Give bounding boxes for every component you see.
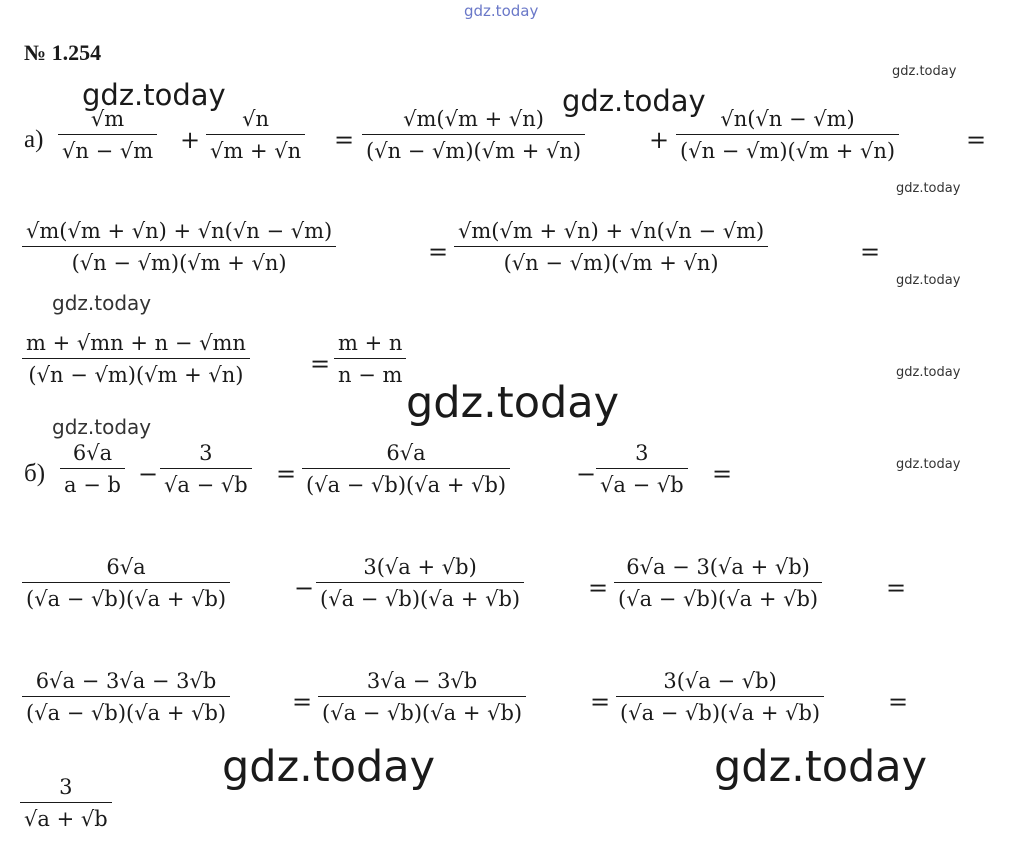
- numerator: 3(√a − √b): [663, 669, 777, 693]
- equals-sign: =: [334, 126, 355, 154]
- equals-sign: =: [310, 350, 331, 378]
- fraction: [22, 218, 336, 276]
- denominator: n − m: [334, 358, 406, 388]
- fraction: [614, 554, 822, 612]
- denominator: (√n − √m)(√m + √n): [22, 246, 336, 276]
- numerator: 3√a − 3√b: [366, 669, 478, 693]
- watermark-top: gdz.today: [464, 2, 539, 20]
- fraction: [20, 774, 112, 832]
- equals-sign: =: [888, 688, 909, 716]
- fraction: [454, 218, 768, 276]
- denominator: √m + √n: [206, 134, 305, 164]
- numerator: 6√a − 3(√a + √b): [626, 555, 810, 579]
- watermark: gdz.today: [52, 291, 152, 315]
- denominator: (√n − √m)(√m + √n): [676, 134, 899, 164]
- denominator: (√n − √m)(√m + √n): [362, 134, 585, 164]
- fraction: [616, 668, 824, 726]
- numerator: m + √mn + n − √mn: [26, 331, 246, 355]
- denominator: (√a − √b)(√a + √b): [22, 582, 230, 612]
- numerator: √m(√m + √n) + √n(√n − √m): [458, 219, 765, 243]
- equals-sign: =: [966, 126, 987, 154]
- watermark: gdz.today: [406, 378, 620, 428]
- denominator: √n − √m: [58, 134, 157, 164]
- fraction: [596, 440, 688, 498]
- watermark: gdz.today: [562, 84, 706, 118]
- fraction: [58, 106, 157, 164]
- equals-sign: =: [712, 460, 733, 488]
- plus-sign: +: [180, 126, 201, 154]
- denominator: (√a − √b)(√a + √b): [616, 696, 824, 726]
- denominator: (√a − √b)(√a + √b): [316, 582, 524, 612]
- fraction: [60, 440, 125, 498]
- numerator: 3: [635, 441, 649, 465]
- plus-sign: +: [649, 126, 670, 154]
- denominator: √a − √b: [160, 468, 252, 498]
- numerator: √m: [90, 107, 125, 131]
- fraction: [676, 106, 899, 164]
- numerator: 3: [59, 775, 73, 799]
- numerator: 6√a: [72, 441, 113, 465]
- denominator: (√n − √m)(√m + √n): [22, 358, 250, 388]
- fraction: [334, 330, 406, 388]
- numerator: m + n: [338, 331, 403, 355]
- numerator: √n: [242, 107, 270, 131]
- equals-sign: =: [276, 460, 297, 488]
- numerator: 6√a: [106, 555, 146, 579]
- numerator: 3(√a + √b): [363, 555, 477, 579]
- watermark: gdz.today: [82, 78, 226, 112]
- fraction: [362, 106, 585, 164]
- part-a-label: а): [24, 126, 44, 153]
- equals-sign: =: [588, 574, 609, 602]
- equals-sign: =: [886, 574, 907, 602]
- fraction: [316, 554, 524, 612]
- fraction: [302, 440, 510, 498]
- numerator: √n(√n − √m): [720, 107, 855, 131]
- numerator: √m(√m + √n) + √n(√n − √m): [26, 219, 333, 243]
- watermark: gdz.today: [896, 365, 961, 380]
- watermark: gdz.today: [892, 64, 957, 79]
- minus-sign: −: [576, 460, 597, 488]
- equals-sign: =: [590, 688, 611, 716]
- denominator: (√a − √b)(√a + √b): [614, 582, 822, 612]
- watermark: gdz.today: [896, 273, 961, 288]
- fraction: [318, 668, 526, 726]
- numerator: 3: [199, 441, 213, 465]
- numerator: 6√a − 3√a − 3√b: [35, 669, 217, 693]
- fraction: [22, 554, 230, 612]
- equals-sign: =: [428, 238, 449, 266]
- equals-sign: =: [292, 688, 313, 716]
- watermark: gdz.today: [52, 415, 152, 439]
- fraction: [22, 668, 230, 726]
- denominator: a − b: [60, 468, 125, 498]
- watermark: gdz.today: [222, 742, 436, 792]
- watermark: gdz.today: [714, 742, 928, 792]
- denominator: (√a − √b)(√a + √b): [22, 696, 230, 726]
- fraction: [160, 440, 252, 498]
- watermark: gdz.today: [896, 181, 961, 196]
- denominator: (√a − √b)(√a + √b): [318, 696, 526, 726]
- denominator: √a + √b: [20, 802, 112, 832]
- numerator: √m(√m + √n): [403, 107, 544, 131]
- denominator: (√n − √m)(√m + √n): [454, 246, 768, 276]
- equals-sign: =: [860, 238, 881, 266]
- minus-sign: −: [294, 574, 315, 602]
- numerator: 6√a: [386, 441, 426, 465]
- watermark: gdz.today: [896, 457, 961, 472]
- denominator: (√a − √b)(√a + √b): [302, 468, 510, 498]
- minus-sign: −: [138, 460, 159, 488]
- denominator: √a − √b: [596, 468, 688, 498]
- part-b-label: б): [24, 460, 46, 487]
- fraction: [206, 106, 305, 164]
- fraction: [22, 330, 250, 388]
- problem-number: № 1.254: [24, 40, 102, 65]
